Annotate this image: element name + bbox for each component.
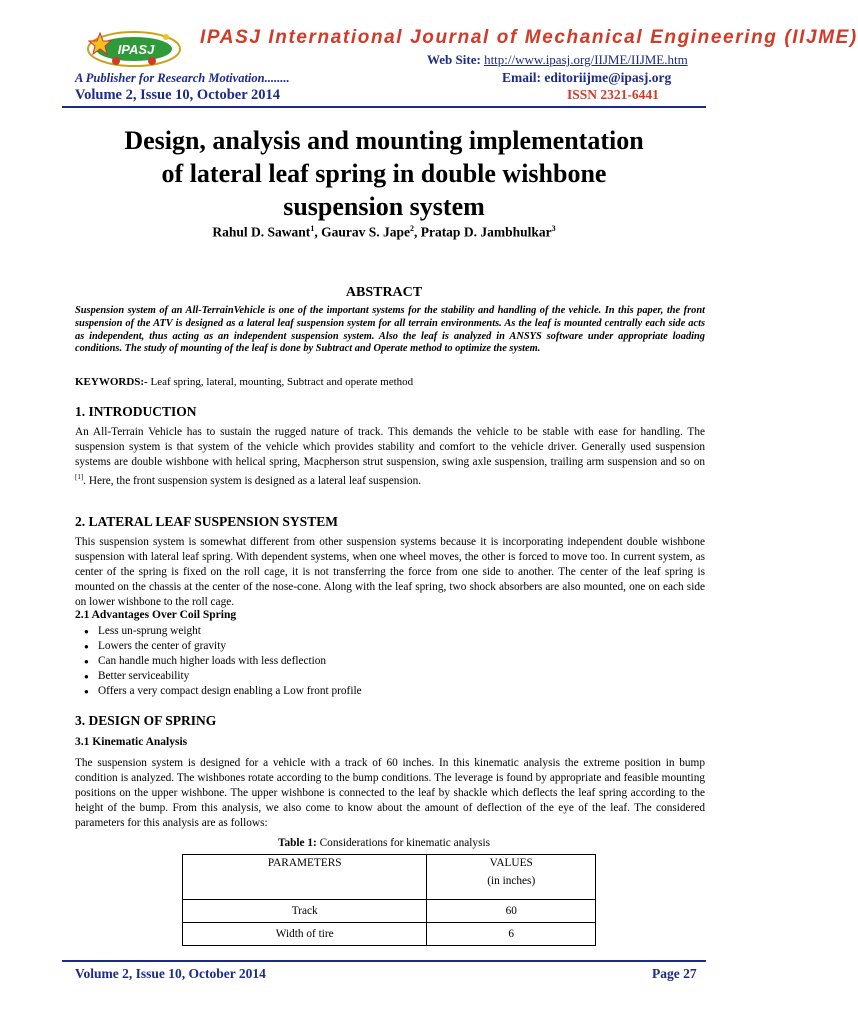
ipasj-logo <box>86 27 196 71</box>
website-link[interactable]: http://www.ipasj.org/IIJME/IIJME.htm <box>484 52 688 67</box>
table-row <box>183 900 596 923</box>
author-name: Pratap D. Jambhulkar <box>420 224 552 240</box>
abstract-text: Suspension system of an All-TerrainVehicle is one of the important systems for the stability and handling of the vehicle. In this paper, the front suspension of the ATV is designed as a lateral leaf suspension system for all terrain environments. As the leaf is mounted centrally each side acts as independent, thus acting as an independent suspension system. Also the leaf is analyzed in ANSYS software under appropriate loading conditions. The study of mounting of the leaf is done by Subtract and Operate method to optimize the system. <box>75 305 705 355</box>
table-caption-label: Table 1: <box>277 837 317 849</box>
keywords-label: KEYWORDS:- <box>75 376 148 388</box>
citation: [1] <box>75 473 84 481</box>
svg-text:IPASJ: IPASJ <box>117 42 155 57</box>
author-name: Gaurav S. Jape <box>321 224 410 240</box>
footer-divider <box>62 960 706 962</box>
author-name: Rahul D. Sawant <box>212 224 311 240</box>
parameters-table <box>182 854 596 946</box>
footer-volume: Volume 2, Issue 10, October 2014 <box>75 966 266 981</box>
section-heading-lateral-leaf: 2. LATERAL LEAF SUSPENSION SYSTEM <box>75 514 338 529</box>
issn: ISSN 2321-6441 <box>567 87 659 102</box>
website-label: Web Site: <box>427 52 481 67</box>
table-cell-value: 60 <box>427 900 596 923</box>
title-line: Design, analysis and mounting implementation <box>124 126 644 155</box>
journal-title: IPASJ International Journal of Mechanical Engineering (IIJME) <box>200 27 858 48</box>
title-line: of lateral leaf spring in double wishbone <box>161 159 607 188</box>
website-line <box>427 52 688 68</box>
authors <box>62 224 706 241</box>
header-volume: Volume 2, Issue 10, October 2014 <box>75 87 281 103</box>
table-row <box>183 923 596 946</box>
email-line[interactable]: Email: editoriijme@ipasj.org <box>502 70 672 85</box>
table-caption <box>62 837 706 849</box>
subsection-heading-kinematic: 3.1 Kinematic Analysis <box>75 736 188 748</box>
list-item: ● Can handle much higher loads with less deflection <box>84 654 362 669</box>
advantages-list <box>84 624 362 699</box>
keywords <box>75 376 413 388</box>
list-item: ● Lowers the center of gravity <box>84 639 362 654</box>
table-header-values <box>427 855 596 900</box>
list-item: ● Less un-sprung weight <box>84 624 362 639</box>
header-divider <box>62 106 706 108</box>
introduction-text: An All-Terrain Vehicle has to sustain the rugged nature of track. This demands the vehicle to be stable with ease for handling. The suspension system is that system of the vehicle which provides stability and comfort to the vehicle driver. Generally used suspension systems are double wishbone with helical spring, Macpherson strut suspension, swing axle suspension, trailing arm suspension and so on <box>75 426 705 468</box>
table-header-parameters: PARAMETERS <box>183 855 427 900</box>
paper-title <box>62 124 706 223</box>
table-caption-text: Considerations for kinematic analysis <box>316 837 490 849</box>
table-cell-value: 6 <box>427 923 596 946</box>
introduction-paragraph <box>75 425 705 489</box>
ipasj-logo-graphic <box>86 27 196 71</box>
section-heading-design: 3. DESIGN OF SPRING <box>75 713 217 728</box>
lateral-leaf-paragraph: This suspension system is somewhat different from other suspension systems because it is incorporating independent double wishbone suspension with lateral leaf spring. With dependent systems, when one wheel moves, the other is forced to move too. In current system, as center of the spring is fixed on the roll cage, it is not transferring the force from one side to another. The center of the leaf spring is mounted on the chassis at the center of the nose-cone. Along with the leaf spring, two shock absorbers are also mounted, one on each side on lower wishbone to the roll cage. <box>75 536 705 608</box>
list-item: ● Offers a very compact design enabling a Low front profile <box>84 684 362 699</box>
table-header-row <box>183 855 596 900</box>
introduction-text-cont: . Here, the front suspension system is designed as a lateral leaf suspension. <box>83 474 422 487</box>
abstract-heading: ABSTRACT <box>345 285 423 300</box>
author-affiliation: 3 <box>551 224 556 233</box>
values-units: (in inches) <box>487 875 536 887</box>
kinematic-paragraph: The suspension system is designed for a vehicle with a track of 60 inches. In this kinematic analysis the extreme position in bump condition is analyzed. The wishbones rotate according to the bump conditions. The leverage is found by appropriate and feasible mounting positions on the upper wishbone. The upper wishbone is connected to the leaf by shackle which deflects the leaf spring according to the height of the bump. From this analysis, we also come to know about the amount of deflection of the eye of the leaf. The considered parameters for this analysis are as follows: <box>75 757 705 829</box>
keywords-text: Leaf spring, lateral, mounting, Subtract and operate method <box>147 376 414 388</box>
section-heading-introduction: 1. INTRODUCTION <box>75 404 197 419</box>
author-separator: , <box>314 224 322 240</box>
values-label: VALUES <box>489 857 533 869</box>
page-number: Page 27 <box>652 966 697 981</box>
publisher-tagline: A Publisher for Research Motivation........ <box>75 71 290 85</box>
author-separator: , <box>413 224 421 240</box>
table-cell-param: Width of tire <box>183 923 427 946</box>
title-line: suspension system <box>283 192 485 221</box>
table-cell-param: Track <box>183 900 427 923</box>
author-affiliation: 2 <box>409 224 414 233</box>
subsection-heading-advantages: 2.1 Advantages Over Coil Spring <box>75 609 237 621</box>
list-item: ● Better serviceability <box>84 669 362 684</box>
author-affiliation: 1 <box>310 224 315 233</box>
